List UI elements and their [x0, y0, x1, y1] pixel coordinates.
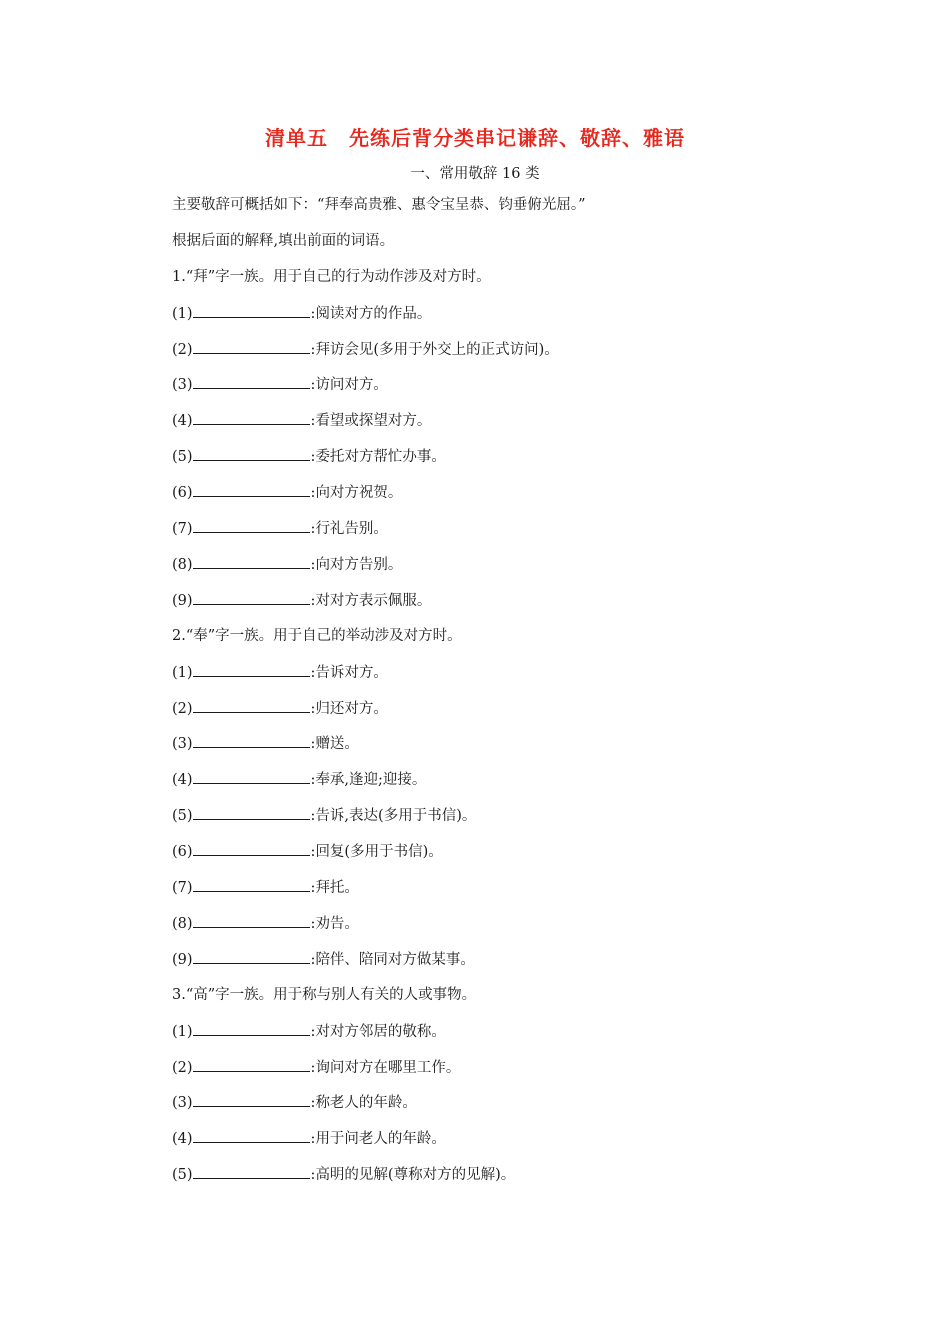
item-number: (6) — [172, 485, 193, 501]
fill-in-item — [172, 733, 359, 754]
item-number: (2) — [172, 701, 193, 717]
answer-blank[interactable] — [193, 877, 310, 892]
item-number: (3) — [172, 736, 193, 752]
answer-blank[interactable] — [193, 662, 310, 677]
fill-in-item — [172, 769, 426, 790]
item-description: 劝告。 — [315, 916, 359, 932]
answer-blank[interactable] — [193, 733, 310, 748]
item-number: (8) — [172, 557, 193, 573]
colon-separator: : — [310, 413, 316, 429]
colon-separator: : — [310, 736, 316, 752]
colon-separator: : — [310, 485, 316, 501]
item-number: (5) — [172, 1167, 193, 1183]
fill-in-item — [172, 518, 388, 539]
item-description: 向对方告别。 — [315, 557, 403, 573]
answer-blank[interactable] — [193, 410, 310, 425]
item-number: (1) — [172, 665, 193, 681]
fill-in-item — [172, 303, 431, 324]
item-description: 阅读对方的作品。 — [315, 306, 432, 322]
fill-in-item — [172, 590, 431, 611]
fill-in-item — [172, 554, 402, 575]
item-number: (3) — [172, 1095, 193, 1111]
item-number: (5) — [172, 449, 193, 465]
answer-blank[interactable] — [193, 698, 310, 713]
colon-separator: : — [310, 593, 316, 609]
item-description: 看望或探望对方。 — [315, 413, 432, 429]
colon-separator: : — [310, 665, 316, 681]
item-number: (2) — [172, 342, 193, 358]
fill-in-item — [172, 410, 431, 431]
answer-blank[interactable] — [193, 374, 310, 389]
colon-separator: : — [310, 1024, 316, 1040]
colon-separator: : — [310, 1131, 316, 1147]
item-description: 回复(多用于书信)。 — [315, 844, 443, 860]
item-number: (4) — [172, 1131, 193, 1147]
colon-separator: : — [310, 952, 316, 968]
item-description: 询问对方在哪里工作。 — [315, 1060, 461, 1076]
answer-blank[interactable] — [193, 590, 310, 605]
item-description: 用于问老人的年龄。 — [315, 1131, 446, 1147]
intro-text: 根据后面的解释,填出前面的词语。 — [172, 233, 395, 249]
fill-in-item — [172, 841, 443, 862]
item-number: (9) — [172, 952, 193, 968]
colon-separator: : — [310, 880, 316, 896]
colon-separator: : — [310, 916, 316, 932]
fill-in-item — [172, 877, 359, 898]
fill-in-item — [172, 662, 388, 683]
fill-in-item — [172, 374, 388, 395]
fill-in-item — [172, 1021, 446, 1042]
fill-in-item — [172, 805, 476, 826]
answer-blank[interactable] — [193, 1057, 310, 1072]
item-description: 拜托。 — [315, 880, 359, 896]
colon-separator: : — [310, 449, 316, 465]
answer-blank[interactable] — [193, 1164, 310, 1179]
colon-separator: : — [310, 701, 316, 717]
answer-blank[interactable] — [193, 841, 310, 856]
answer-blank[interactable] — [193, 446, 310, 461]
colon-separator: : — [310, 1095, 316, 1111]
colon-separator: : — [310, 772, 316, 788]
fill-in-item — [172, 949, 475, 970]
answer-blank[interactable] — [193, 339, 310, 354]
item-description: 委托对方帮忙办事。 — [315, 449, 446, 465]
answer-blank[interactable] — [193, 303, 310, 318]
fill-in-item — [172, 1128, 446, 1149]
item-description: 陪伴、陪同对方做某事。 — [315, 952, 475, 968]
item-description: 告诉,表达(多用于书信)。 — [315, 808, 477, 824]
item-description: 向对方祝贺。 — [315, 485, 403, 501]
item-description: 对对方表示佩服。 — [315, 593, 432, 609]
colon-separator: : — [310, 342, 316, 358]
colon-separator: : — [310, 844, 316, 860]
intro-text: 主要敬辞可概括如下：“拜奉高贵雅、惠令宝呈恭、钧垂俯光屈。” — [172, 197, 586, 213]
answer-blank[interactable] — [193, 1092, 310, 1107]
group-heading: 1.“拜”字一族。用于自己的行为动作涉及对方时。 — [172, 269, 491, 285]
answer-blank[interactable] — [193, 554, 310, 569]
item-description: 奉承,逢迎;迎接。 — [315, 772, 427, 788]
fill-in-item — [172, 482, 402, 503]
colon-separator: : — [310, 377, 316, 393]
item-number: (7) — [172, 521, 193, 537]
fill-in-item — [172, 1164, 515, 1185]
fill-in-item — [172, 698, 388, 719]
answer-blank[interactable] — [193, 1021, 310, 1036]
answer-blank[interactable] — [193, 913, 310, 928]
document-title: 清单五 先练后背分类串记谦辞、敬辞、雅语 — [265, 126, 685, 150]
item-number: (4) — [172, 772, 193, 788]
colon-separator: : — [310, 1060, 316, 1076]
item-description: 行礼告别。 — [315, 521, 388, 537]
item-description: 对对方邻居的敬称。 — [315, 1024, 446, 1040]
answer-blank[interactable] — [193, 769, 310, 784]
fill-in-item — [172, 913, 359, 934]
colon-separator: : — [310, 557, 316, 573]
item-description: 拜访会见(多用于外交上的正式访问)。 — [315, 342, 559, 358]
item-number: (5) — [172, 808, 193, 824]
item-description: 高明的见解(尊称对方的见解)。 — [315, 1167, 516, 1183]
fill-in-item — [172, 446, 446, 467]
item-description: 归还对方。 — [315, 701, 388, 717]
item-number: (9) — [172, 593, 193, 609]
item-number: (8) — [172, 916, 193, 932]
group-heading: 2.“奉”字一族。用于自己的举动涉及对方时。 — [172, 628, 462, 644]
item-description: 称老人的年龄。 — [315, 1095, 417, 1111]
item-number: (1) — [172, 306, 193, 322]
answer-blank[interactable] — [193, 518, 310, 533]
item-description: 赠送。 — [315, 736, 359, 752]
colon-separator: : — [310, 306, 316, 322]
colon-separator: : — [310, 521, 316, 537]
item-description: 访问对方。 — [315, 377, 388, 393]
item-number: (7) — [172, 880, 193, 896]
fill-in-item — [172, 339, 559, 360]
item-number: (2) — [172, 1060, 193, 1076]
item-number: (4) — [172, 413, 193, 429]
answer-blank[interactable] — [193, 1128, 310, 1143]
answer-blank[interactable] — [193, 482, 310, 497]
fill-in-item — [172, 1057, 460, 1078]
group-heading: 3.“高”字一族。用于称与别人有关的人或事物。 — [172, 987, 477, 1003]
item-number: (6) — [172, 844, 193, 860]
colon-separator: : — [310, 1167, 316, 1183]
answer-blank[interactable] — [193, 805, 310, 820]
answer-blank[interactable] — [193, 949, 310, 964]
item-number: (1) — [172, 1024, 193, 1040]
section-title: 一、常用敬辞 16 类 — [410, 166, 540, 182]
colon-separator: : — [310, 808, 316, 824]
item-description: 告诉对方。 — [315, 665, 388, 681]
fill-in-item — [172, 1092, 417, 1113]
item-number: (3) — [172, 377, 193, 393]
